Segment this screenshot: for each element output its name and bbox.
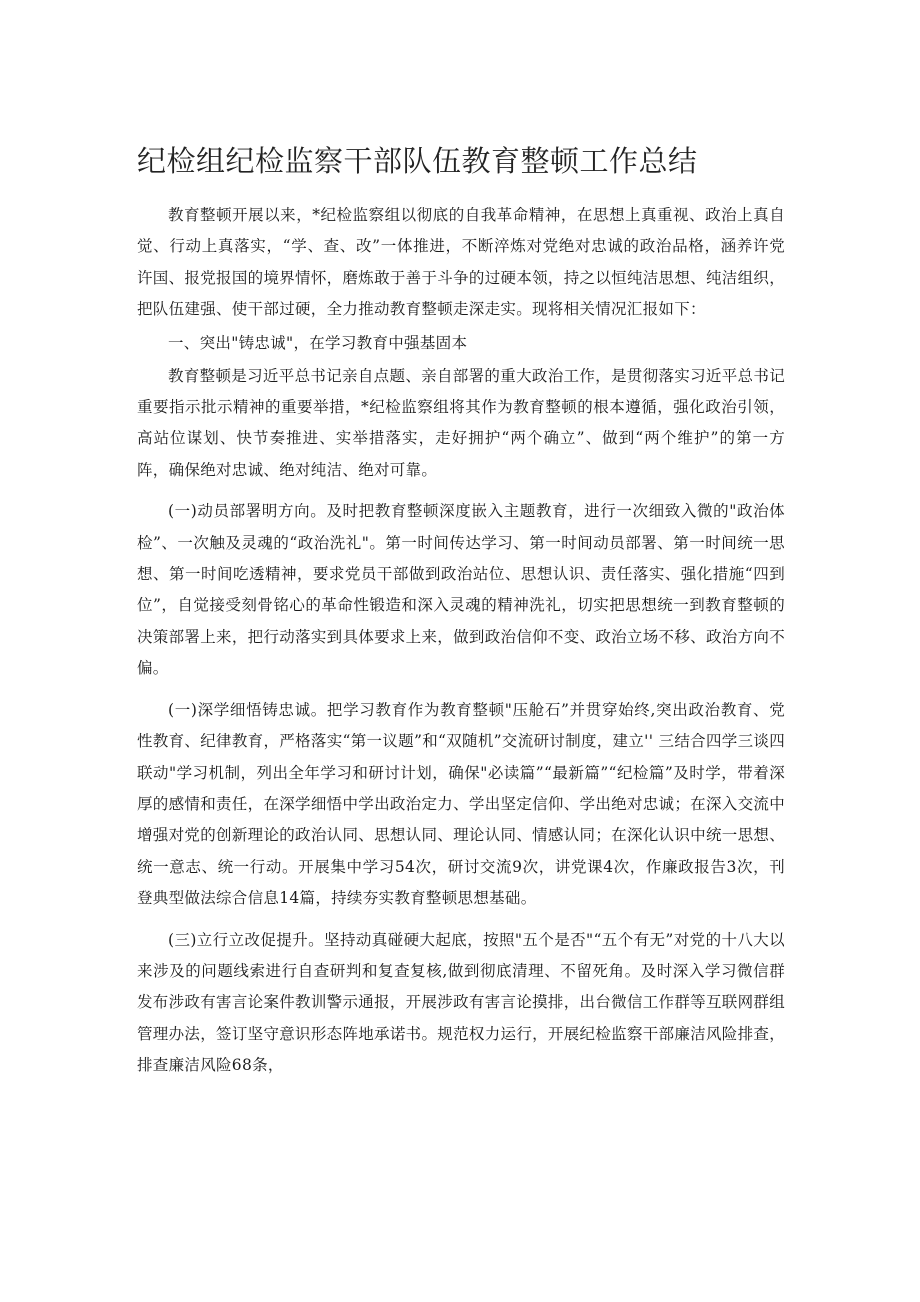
document-title: 纪检组纪检监察干部队伍教育整顿工作总结 (137, 144, 698, 178)
item-3-lead: (三)立行立改促提升。 (168, 930, 325, 949)
item-2-body: 把学习教育作为教育整顿"压舱石”并贯穿始终,突出政治教育、党性教育、纪律教育，严格落实“第一议题”和“双随机”交流研讨制度，建立'' 三结合四学三谈四联动"学习机制，列出全年学习和研讨计划，确保"必读篇”“最新篇”“纪检篇”及时学，带着深厚的感情和责任，在深学细悟中学出政治定力、学出坚定信仰、学出绝对忠诚；在深入交流中增强对党的创新理论的政治认同、思想认同、理论认同、情感认同；在深化认识中统一思想、统一意志、统一行动。开展集中学习54次，研讨交流9次，讲党课4次，作廉政报告3次，刊登典型做法综合信息14篇，持续夯实教育整顿思想基础。 (137, 700, 785, 908)
intro-paragraph: 教育整顿开展以来，*纪检监察组以彻底的自我革命精神，在思想上真重视、政治上真自觉、行动上真落实，“学、查、改”一体推进，不断淬炼对党绝对忠诚的政治品格，涵养许党许国、报党报国的境界情怀，磨炼敢于善于斗争的过硬本领，持之以恒纯洁思想、纯洁组织，把队伍建强、使干部过硬，全力推动教育整顿走深走实。现将相关情况汇报如下： (137, 206, 785, 319)
item-2-lead: (一)深学细悟铸忠诚。 (168, 700, 327, 719)
item-3-paragraph (137, 925, 785, 1082)
item-1-lead: (一)动员部署明方向。 (168, 502, 327, 521)
section-heading-1: 一、突出"铸忠诚"，在学习教育中强基固本 (168, 333, 468, 352)
item-1-body: 及时把教育整顿深度嵌入主题教育，进行一次细致入微的"政治体检”、一次触及灵魂的“政治洗礼"。第一时间传达学习、第一时间动员部署、第一时间统一思想、第一时间吃透精神，要求党员干部做到政治站位、思想认识、责任落实、强化措施“四到位”，自觉接受刻骨铭心的革命性锻造和深入灵魂的精神洗礼，切实把思想统一到教育整顿的决策部署上来，把行动落实到具体要求上来，做到政治信仰不变、政治立场不移、政治方向不偏。 (137, 502, 785, 678)
document-body (137, 200, 785, 1082)
item-2-paragraph (137, 695, 785, 915)
item-1-paragraph (137, 496, 785, 684)
item-3-body: 坚持动真碰硬大起底，按照"五个是否"“五个有无”对党的十八大以来涉及的问题线索进行自查研判和复查复核,做到彻底清理、不留死角。及时深入学习微信群发布涉政有害言论案件教训警示通报，开展涉政有害言论摸排，出台微信工作群等互联网群组管理办法，签订坚守意识形态阵地承诺书。规范权力运行，开展纪检监察干部廉洁风险排查，排查廉洁风险68条， (137, 930, 785, 1075)
section-1-paragraph: 教育整顿是习近平总书记亲自点题、亲自部署的重大政治工作，是贯彻落实习近平总书记重要指示批示精神的重要举措，*纪检监察组将其作为教育整顿的根本遵循，强化政治引领，高站位谋划、快节奏推进、实举措落实，走好拥护“两个确立”、做到“两个维护”的第一方阵，确保绝对忠诚、绝对纯洁、绝对可靠。 (137, 366, 785, 479)
